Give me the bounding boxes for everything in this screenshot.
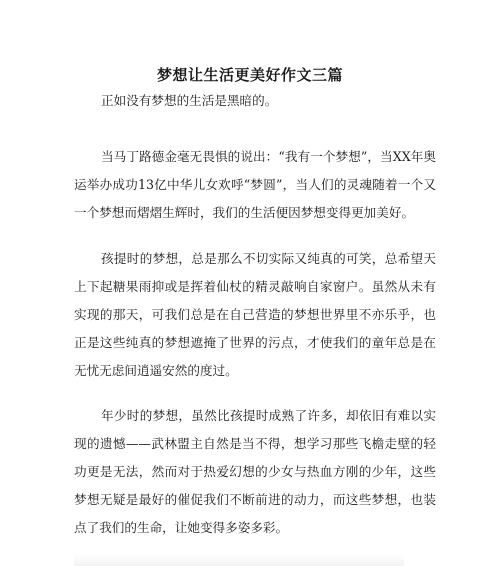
paragraph-intro: 正如没有梦想的生活是黑暗的。 bbox=[101, 93, 278, 108]
paragraph-childhood-dream: 孩提时的梦想，总是那么不切实际又纯真的可笑，总希望天上下起糖果雨抑或是挥着仙杖的精灵敲响自家窗户。虽然从未有实现的那天，可我们总是在自己营造的梦想世界里不亦乐乎，也正是这些纯真的梦想遮掩了世界的污点，才使我们的童年总是在无忧无虑间逍遥安然的度过。 bbox=[74, 251, 436, 378]
page-bottom-edge bbox=[74, 554, 404, 566]
paragraph-dream-mlk: 当马丁路德金毫无畏惧的说出：“我有一个梦想”，当XX年奥运举办成功13亿中华儿女欢呼“梦圆”，当人们的灵魂随着一个又一个梦想而熠熠生辉时，我们的生活便因梦想变得更加美好。 bbox=[74, 149, 436, 220]
document-title: 梦想让生活更美好作文三篇 bbox=[156, 66, 343, 84]
paragraph-youth-dream: 年少时的梦想，虽然比孩提时成熟了许多，却依旧有难以实现的遗憾——武林盟主自然是当不得，想学习那些飞檐走壁的轻功更是无法，然而对于热爱幻想的少女与热血方刚的少年，这些梦想无疑是最好的催促我们不断前进的动力，而这些梦想，也装点了我们的生命，让她变得多姿多彩。 bbox=[74, 408, 436, 535]
